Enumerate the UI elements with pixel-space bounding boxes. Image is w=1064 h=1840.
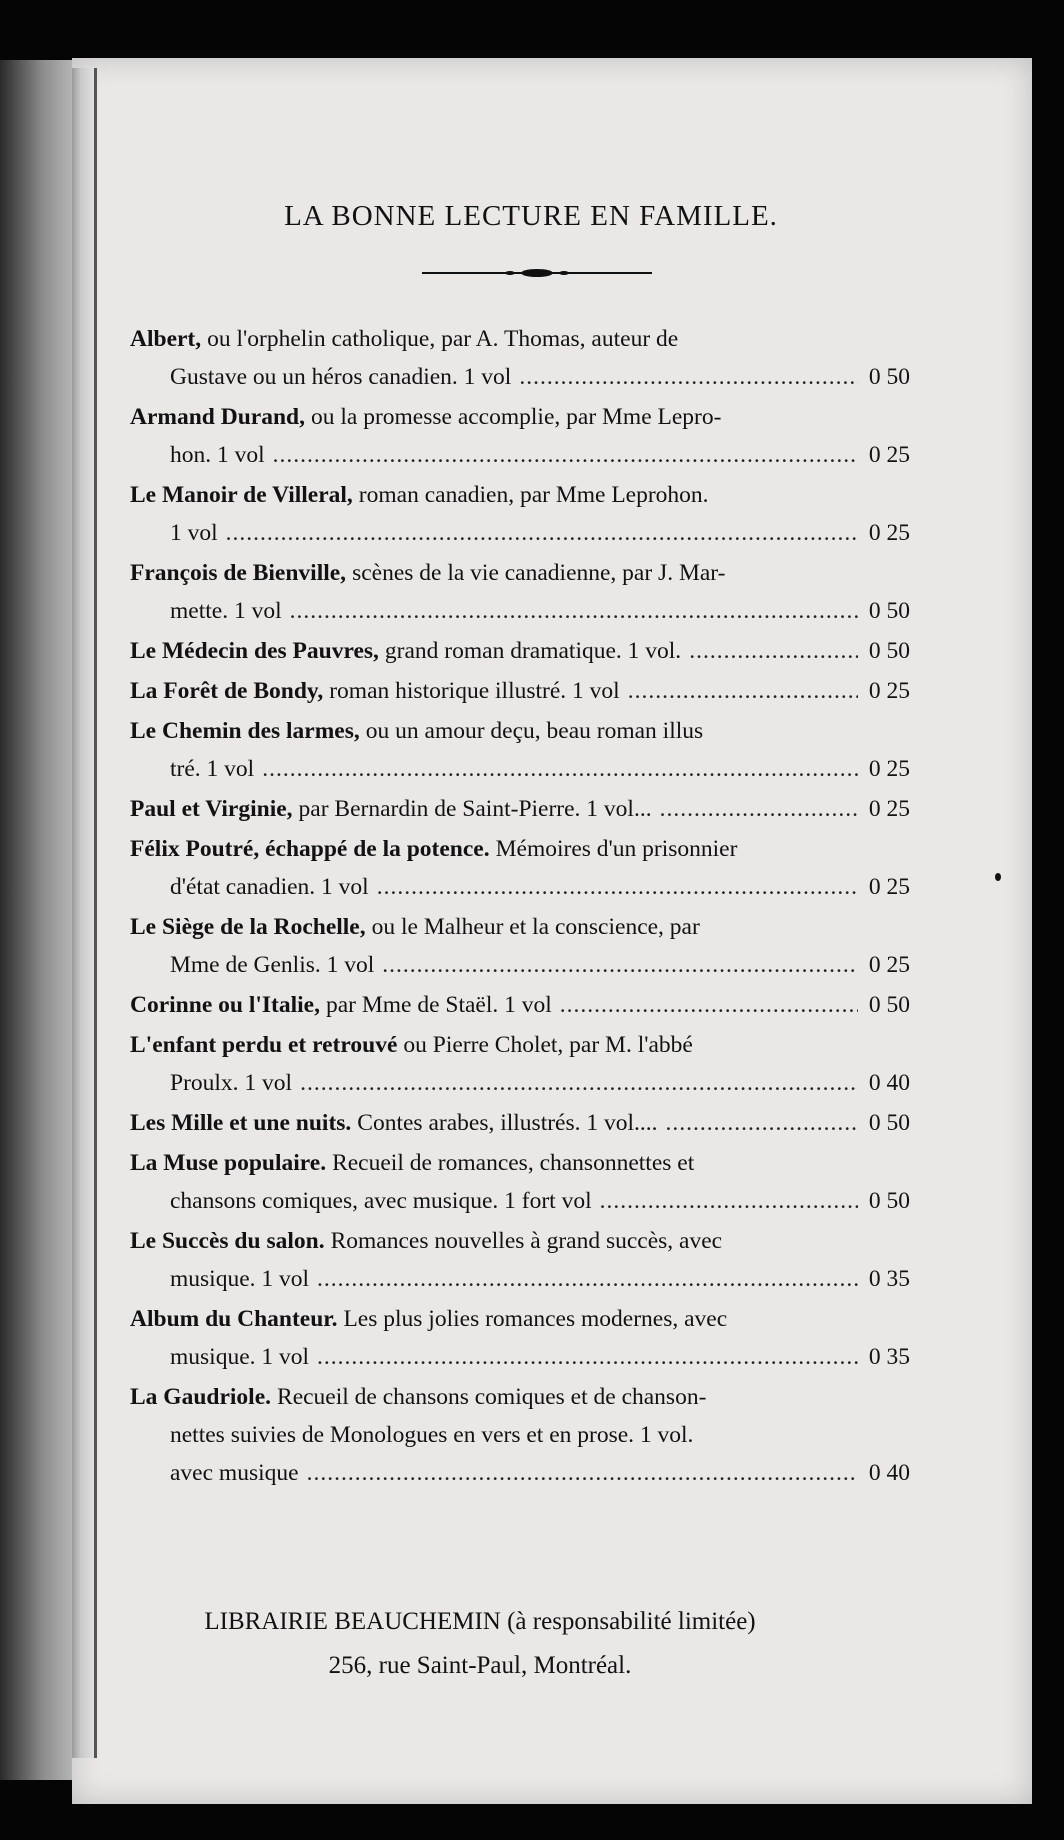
leader-dots xyxy=(600,1182,858,1220)
book-title: Félix Poutré, échappé de la potence. xyxy=(130,836,490,862)
book-title: La Muse populaire. xyxy=(130,1150,327,1176)
book-price: 0 50 xyxy=(868,1110,910,1136)
book-list xyxy=(130,320,910,1492)
catalog-content xyxy=(130,200,910,1494)
book-entry-line xyxy=(130,750,910,788)
book-description: Mme de Genlis. 1 vol xyxy=(170,952,375,978)
book-entry xyxy=(130,1378,910,1492)
book-entry-line xyxy=(130,1182,910,1220)
book-price: 0 50 xyxy=(868,992,910,1018)
book-description: Les plus jolies romances modernes, avec xyxy=(343,1306,728,1332)
book-entry-line xyxy=(130,476,910,514)
publisher-name: LIBRAIRIE BEAUCHEMIN (à responsabilité limitée) xyxy=(204,1608,756,1635)
leader-dots xyxy=(317,1338,858,1376)
book-title: Les Mille et une nuits. xyxy=(130,1110,352,1136)
book-price: 0 25 xyxy=(868,520,910,546)
book-price: 0 35 xyxy=(868,1344,910,1370)
book-title: Le Chemin des larmes, xyxy=(130,718,360,744)
book-entry xyxy=(130,476,910,552)
publisher-footer xyxy=(90,1600,870,1688)
book-entry-line xyxy=(130,554,910,592)
publisher-address: 256, rue Saint-Paul, Montréal. xyxy=(328,1652,632,1679)
book-description: roman canadien, par Mme Leprohon. xyxy=(358,482,709,508)
leader-dots xyxy=(300,1064,858,1102)
book-title: François de Bienville, xyxy=(130,560,347,586)
leader-dots xyxy=(226,514,858,552)
book-entry-line xyxy=(130,632,910,670)
book-description: scènes de la vie canadienne, par J. Mar- xyxy=(352,560,726,586)
book-entry xyxy=(130,320,910,396)
book-title: La Gaudriole. xyxy=(130,1384,272,1410)
book-entry xyxy=(130,632,910,670)
book-entry xyxy=(130,790,910,828)
book-entry-line xyxy=(130,320,910,358)
book-entry-line xyxy=(130,1378,910,1416)
leader-dots xyxy=(660,790,858,828)
book-entry-line xyxy=(130,514,910,552)
book-description: nettes suivies de Monologues en vers et en prose. 1 vol. xyxy=(170,1422,694,1448)
book-entry xyxy=(130,554,910,630)
leader-dots xyxy=(262,750,858,788)
book-title: La Forêt de Bondy, xyxy=(130,678,324,704)
leader-dots xyxy=(273,436,858,474)
book-description: hon. 1 vol xyxy=(170,442,265,468)
book-title: Paul et Virginie, xyxy=(130,796,293,822)
book-description: Mémoires d'un prisonnier xyxy=(495,836,738,862)
book-entry xyxy=(130,1104,910,1142)
book-entry-line xyxy=(130,398,910,436)
book-entry-line xyxy=(130,986,910,1024)
book-price: 0 35 xyxy=(868,1266,910,1292)
leader-dots xyxy=(628,672,858,710)
book-price: 0 50 xyxy=(868,638,910,664)
book-title: Le Succès du salon. xyxy=(130,1228,325,1254)
book-entry xyxy=(130,830,910,906)
book-price: 0 25 xyxy=(868,442,910,468)
book-price: 0 25 xyxy=(868,796,910,822)
book-entry-line xyxy=(130,358,910,396)
book-entry xyxy=(130,986,910,1024)
leader-dots xyxy=(317,1260,858,1298)
book-title: L'enfant perdu et retrouvé xyxy=(130,1032,398,1058)
book-description: par Bernardin de Saint-Pierre. 1 vol... xyxy=(298,796,652,822)
book-description: mette. 1 vol xyxy=(170,598,282,624)
book-entry xyxy=(130,1144,910,1220)
book-entry-line xyxy=(130,1338,910,1376)
leader-dots xyxy=(666,1104,858,1142)
book-title: Album du Chanteur. xyxy=(130,1306,338,1332)
book-title: Albert, xyxy=(130,326,202,352)
book-entry-line xyxy=(130,1454,910,1492)
leader-dots xyxy=(560,986,858,1024)
book-entry-line xyxy=(130,1222,910,1260)
page-edge-left xyxy=(0,60,72,1780)
book-entry-line xyxy=(130,1300,910,1338)
book-price: 0 25 xyxy=(868,678,910,704)
book-description: Romances nouvelles à grand succès, avec xyxy=(330,1228,723,1254)
ink-speck xyxy=(995,873,1001,881)
book-entry-line xyxy=(130,592,910,630)
book-entry xyxy=(130,1222,910,1298)
book-entry-line xyxy=(130,1144,910,1182)
book-description: Gustave ou un héros canadien. 1 vol xyxy=(170,364,512,390)
book-description: par Mme de Staël. 1 vol xyxy=(325,992,552,1018)
book-price: 0 40 xyxy=(868,1460,910,1486)
book-description: tré. 1 vol xyxy=(170,756,255,782)
book-description: roman historique illustré. 1 vol xyxy=(329,678,620,704)
leader-dots xyxy=(290,592,858,630)
book-description: ou Pierre Cholet, par M. l'abbé xyxy=(403,1032,693,1058)
book-description: musique. 1 vol xyxy=(170,1344,310,1370)
book-description: ou l'orphelin catholique, par A. Thomas, auteur de xyxy=(207,326,679,352)
book-entry-line xyxy=(130,946,910,984)
book-entry xyxy=(130,1300,910,1376)
book-description: Recueil de romances, chansonnettes et xyxy=(332,1150,695,1176)
book-description: Recueil de chansons comiques et de chanson- xyxy=(277,1384,707,1410)
book-entry xyxy=(130,908,910,984)
book-entry-line xyxy=(130,712,910,750)
book-price: 0 50 xyxy=(868,1188,910,1214)
page-binding xyxy=(72,68,97,1758)
book-title: Armand Durand, xyxy=(130,404,305,430)
book-description: 1 vol xyxy=(170,520,218,546)
book-entry-line xyxy=(130,868,910,906)
book-entry-line xyxy=(130,436,910,474)
book-description: chansons comiques, avec musique. 1 fort vol xyxy=(170,1188,592,1214)
book-entry-line xyxy=(130,1260,910,1298)
book-price: 0 50 xyxy=(868,598,910,624)
book-price: 0 25 xyxy=(868,952,910,978)
book-description: ou la promesse accomplie, par Mme Lepro- xyxy=(310,404,722,430)
book-description: Proulx. 1 vol xyxy=(170,1070,293,1096)
page-title: LA BONNE LECTURE EN FAMILLE. xyxy=(284,200,778,232)
ornament-divider xyxy=(422,267,652,279)
book-price: 0 40 xyxy=(868,1070,910,1096)
book-entry-line xyxy=(130,672,910,710)
book-entry xyxy=(130,1026,910,1102)
leader-dots xyxy=(307,1454,858,1492)
leader-dots xyxy=(689,632,858,670)
book-title: Corinne ou l'Italie, xyxy=(130,992,320,1018)
book-price: 0 25 xyxy=(868,756,910,782)
book-entry-line xyxy=(130,1064,910,1102)
book-entry-line xyxy=(130,790,910,828)
book-entry xyxy=(130,398,910,474)
book-description: d'état canadien. 1 vol xyxy=(170,874,369,900)
book-entry-line xyxy=(130,830,910,868)
book-entry-line xyxy=(130,1416,910,1454)
book-price: 0 25 xyxy=(868,874,910,900)
leader-dots xyxy=(519,358,858,396)
book-entry-line xyxy=(130,1104,910,1142)
book-description: avec musique xyxy=(170,1460,299,1486)
leader-dots xyxy=(382,946,858,984)
book-price: 0 50 xyxy=(868,364,910,390)
book-description: ou un amour deçu, beau roman illus xyxy=(365,718,704,744)
leader-dots xyxy=(377,868,858,906)
book-description: grand roman dramatique. 1 vol. xyxy=(384,638,682,664)
book-entry-line xyxy=(130,1026,910,1064)
book-entry-line xyxy=(130,908,910,946)
book-description: Contes arabes, illustrés. 1 vol.... xyxy=(357,1110,658,1136)
book-entry xyxy=(130,712,910,788)
book-entry xyxy=(130,672,910,710)
book-title: Le Médecin des Pauvres, xyxy=(130,638,379,664)
book-title: Le Manoir de Villeral, xyxy=(130,482,353,508)
book-description: ou le Malheur et la conscience, par xyxy=(371,914,700,940)
book-title: Le Siège de la Rochelle, xyxy=(130,914,366,940)
book-description: musique. 1 vol xyxy=(170,1266,310,1292)
